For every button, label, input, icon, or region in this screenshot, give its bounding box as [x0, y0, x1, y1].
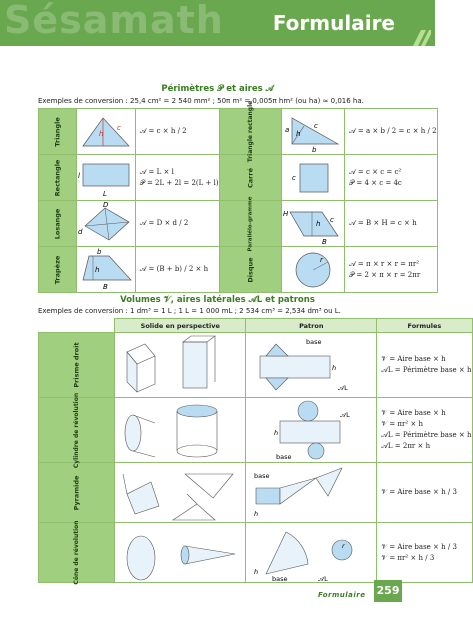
rectangle-formula: 𝒜 = L × l 𝒫 = 2L + 2l = 2(L + l): [135, 155, 219, 201]
svg-text:𝒜L: 𝒜L: [318, 574, 329, 583]
cylinder-formulas: 𝒱 = Aire base × h 𝒱 = πr² × h 𝒜L = Périmètre base × h 𝒜L = 2πr × h: [377, 398, 472, 463]
svg-text:L: L: [102, 189, 107, 198]
svg-text:𝒜L: 𝒜L: [340, 410, 351, 419]
svg-text:h: h: [254, 567, 259, 576]
cone-figure: [115, 523, 246, 583]
svg-text:a: a: [285, 125, 290, 134]
header-stripes-icon: [403, 30, 431, 46]
prism-net-figure: [246, 333, 377, 398]
svg-text:h: h: [332, 363, 337, 372]
row-label: Carré: [219, 155, 281, 201]
triangle-figure: [76, 109, 135, 155]
pyramid-formulas: 𝒱 = Aire base × h / 3: [377, 463, 472, 523]
prism-formulas: 𝒱 = Aire base × h 𝒜L = Périmètre base × h: [377, 333, 472, 398]
volumes-table: [38, 318, 473, 583]
svg-text:c: c: [314, 121, 318, 130]
pyramid-net-figure: [246, 463, 377, 523]
row-label: Pyramide: [39, 463, 115, 523]
row-label: Disque: [219, 247, 281, 293]
trapezoid-formula: 𝒜 = (B + b) / 2 × h: [135, 247, 219, 293]
header-solid: Solide en perspective: [115, 319, 246, 333]
svg-text:l: l: [77, 171, 80, 180]
svg-text:B: B: [322, 237, 327, 246]
header-formulas: Formules: [377, 319, 472, 333]
pyramid-figure: [115, 463, 246, 523]
volumes-conversion: Exemples de conversion : 1 dm³ = 1 L ; 1 L = 1 000 mL ; 2 534 cm³ = 2,534 dm³ ou L.: [38, 307, 341, 315]
row-label: Triangle: [39, 109, 77, 155]
svg-text:h: h: [316, 219, 321, 228]
row-label: Cylindre de révolution: [39, 398, 115, 463]
page-number: 259: [374, 580, 402, 602]
row-label: Cône de révolution: [39, 523, 115, 583]
svg-text:H: H: [283, 209, 289, 218]
cone-formulas: 𝒱 = Aire base × h / 3 𝒱 = πr² × h / 3: [377, 523, 472, 583]
svg-text:c: c: [292, 173, 296, 182]
svg-text:h: h: [254, 509, 259, 518]
triangle-formula: 𝒜 = c × h / 2: [135, 109, 219, 155]
svg-text:D: D: [102, 200, 109, 209]
svg-text:b: b: [96, 247, 102, 256]
cylinder-net-figure: [246, 398, 377, 463]
svg-text:h: h: [296, 129, 301, 138]
square-figure: [282, 155, 345, 201]
prism-figure: [115, 333, 246, 398]
svg-text:base: base: [276, 452, 292, 461]
svg-text:d: d: [77, 227, 83, 236]
svg-text:h: h: [274, 428, 279, 437]
parallelogram-figure: [282, 201, 345, 247]
rhombus-formula: 𝒜 = D × d / 2: [135, 201, 219, 247]
footer-label: Formulaire: [318, 591, 366, 599]
row-label: Triangle rectangle: [219, 109, 281, 155]
disk-formula: 𝒜 = π × r × r = πr² 𝒫 = 2 × π × r = 2πr: [345, 247, 438, 293]
header-watermark: Sésamath: [4, 0, 224, 42]
perimeters-conversion: Exemples de conversion : 25,4 cm² = 2 540 mm² ; 50π m² = 0,005π hm² (ou ha) ≈ 0,016 ha.: [38, 97, 364, 105]
rectangle-figure: [76, 155, 135, 201]
svg-text:b: b: [312, 145, 317, 154]
header-title: Formulaire: [272, 11, 395, 35]
right-triangle-figure: [282, 109, 345, 155]
svg-text:r: r: [342, 541, 345, 550]
parallelogram-formula: 𝒜 = B × H = c × h: [345, 201, 438, 247]
page-header: [0, 0, 435, 46]
cylinder-figure: [115, 398, 246, 463]
header-net: Patron: [246, 319, 377, 333]
svg-text:𝒜L: 𝒜L: [338, 383, 349, 392]
svg-text:base: base: [254, 471, 270, 480]
cone-net-figure: [246, 523, 377, 583]
svg-text:h: h: [98, 129, 104, 138]
square-formula: 𝒜 = c × c = c² 𝒫 = 4 × c = 4c: [345, 155, 438, 201]
svg-text:base: base: [272, 574, 288, 583]
right-triangle-formula: 𝒜 = a × b / 2 = c × h / 2: [345, 109, 438, 155]
svg-text:r: r: [320, 255, 323, 264]
svg-text:base: base: [306, 337, 322, 346]
row-label: Rectangle: [39, 155, 77, 201]
row-label: Parallélo-gramme: [219, 201, 281, 247]
svg-text:c: c: [116, 123, 121, 132]
svg-text:B: B: [102, 282, 108, 291]
svg-text:h: h: [94, 265, 100, 274]
perimeters-title: Périmètres 𝒫 et aires 𝒜: [161, 84, 274, 94]
disk-figure: [282, 247, 345, 293]
svg-text:c: c: [330, 215, 334, 224]
volumes-title: Volumes 𝒱, aires latérales 𝒜L et patrons: [120, 295, 315, 305]
rhombus-figure: [76, 201, 135, 247]
row-label: Trapèze: [39, 247, 77, 293]
row-label: Losange: [39, 201, 77, 247]
row-label: Prisme droit: [39, 333, 115, 398]
trapezoid-figure: [76, 247, 135, 293]
